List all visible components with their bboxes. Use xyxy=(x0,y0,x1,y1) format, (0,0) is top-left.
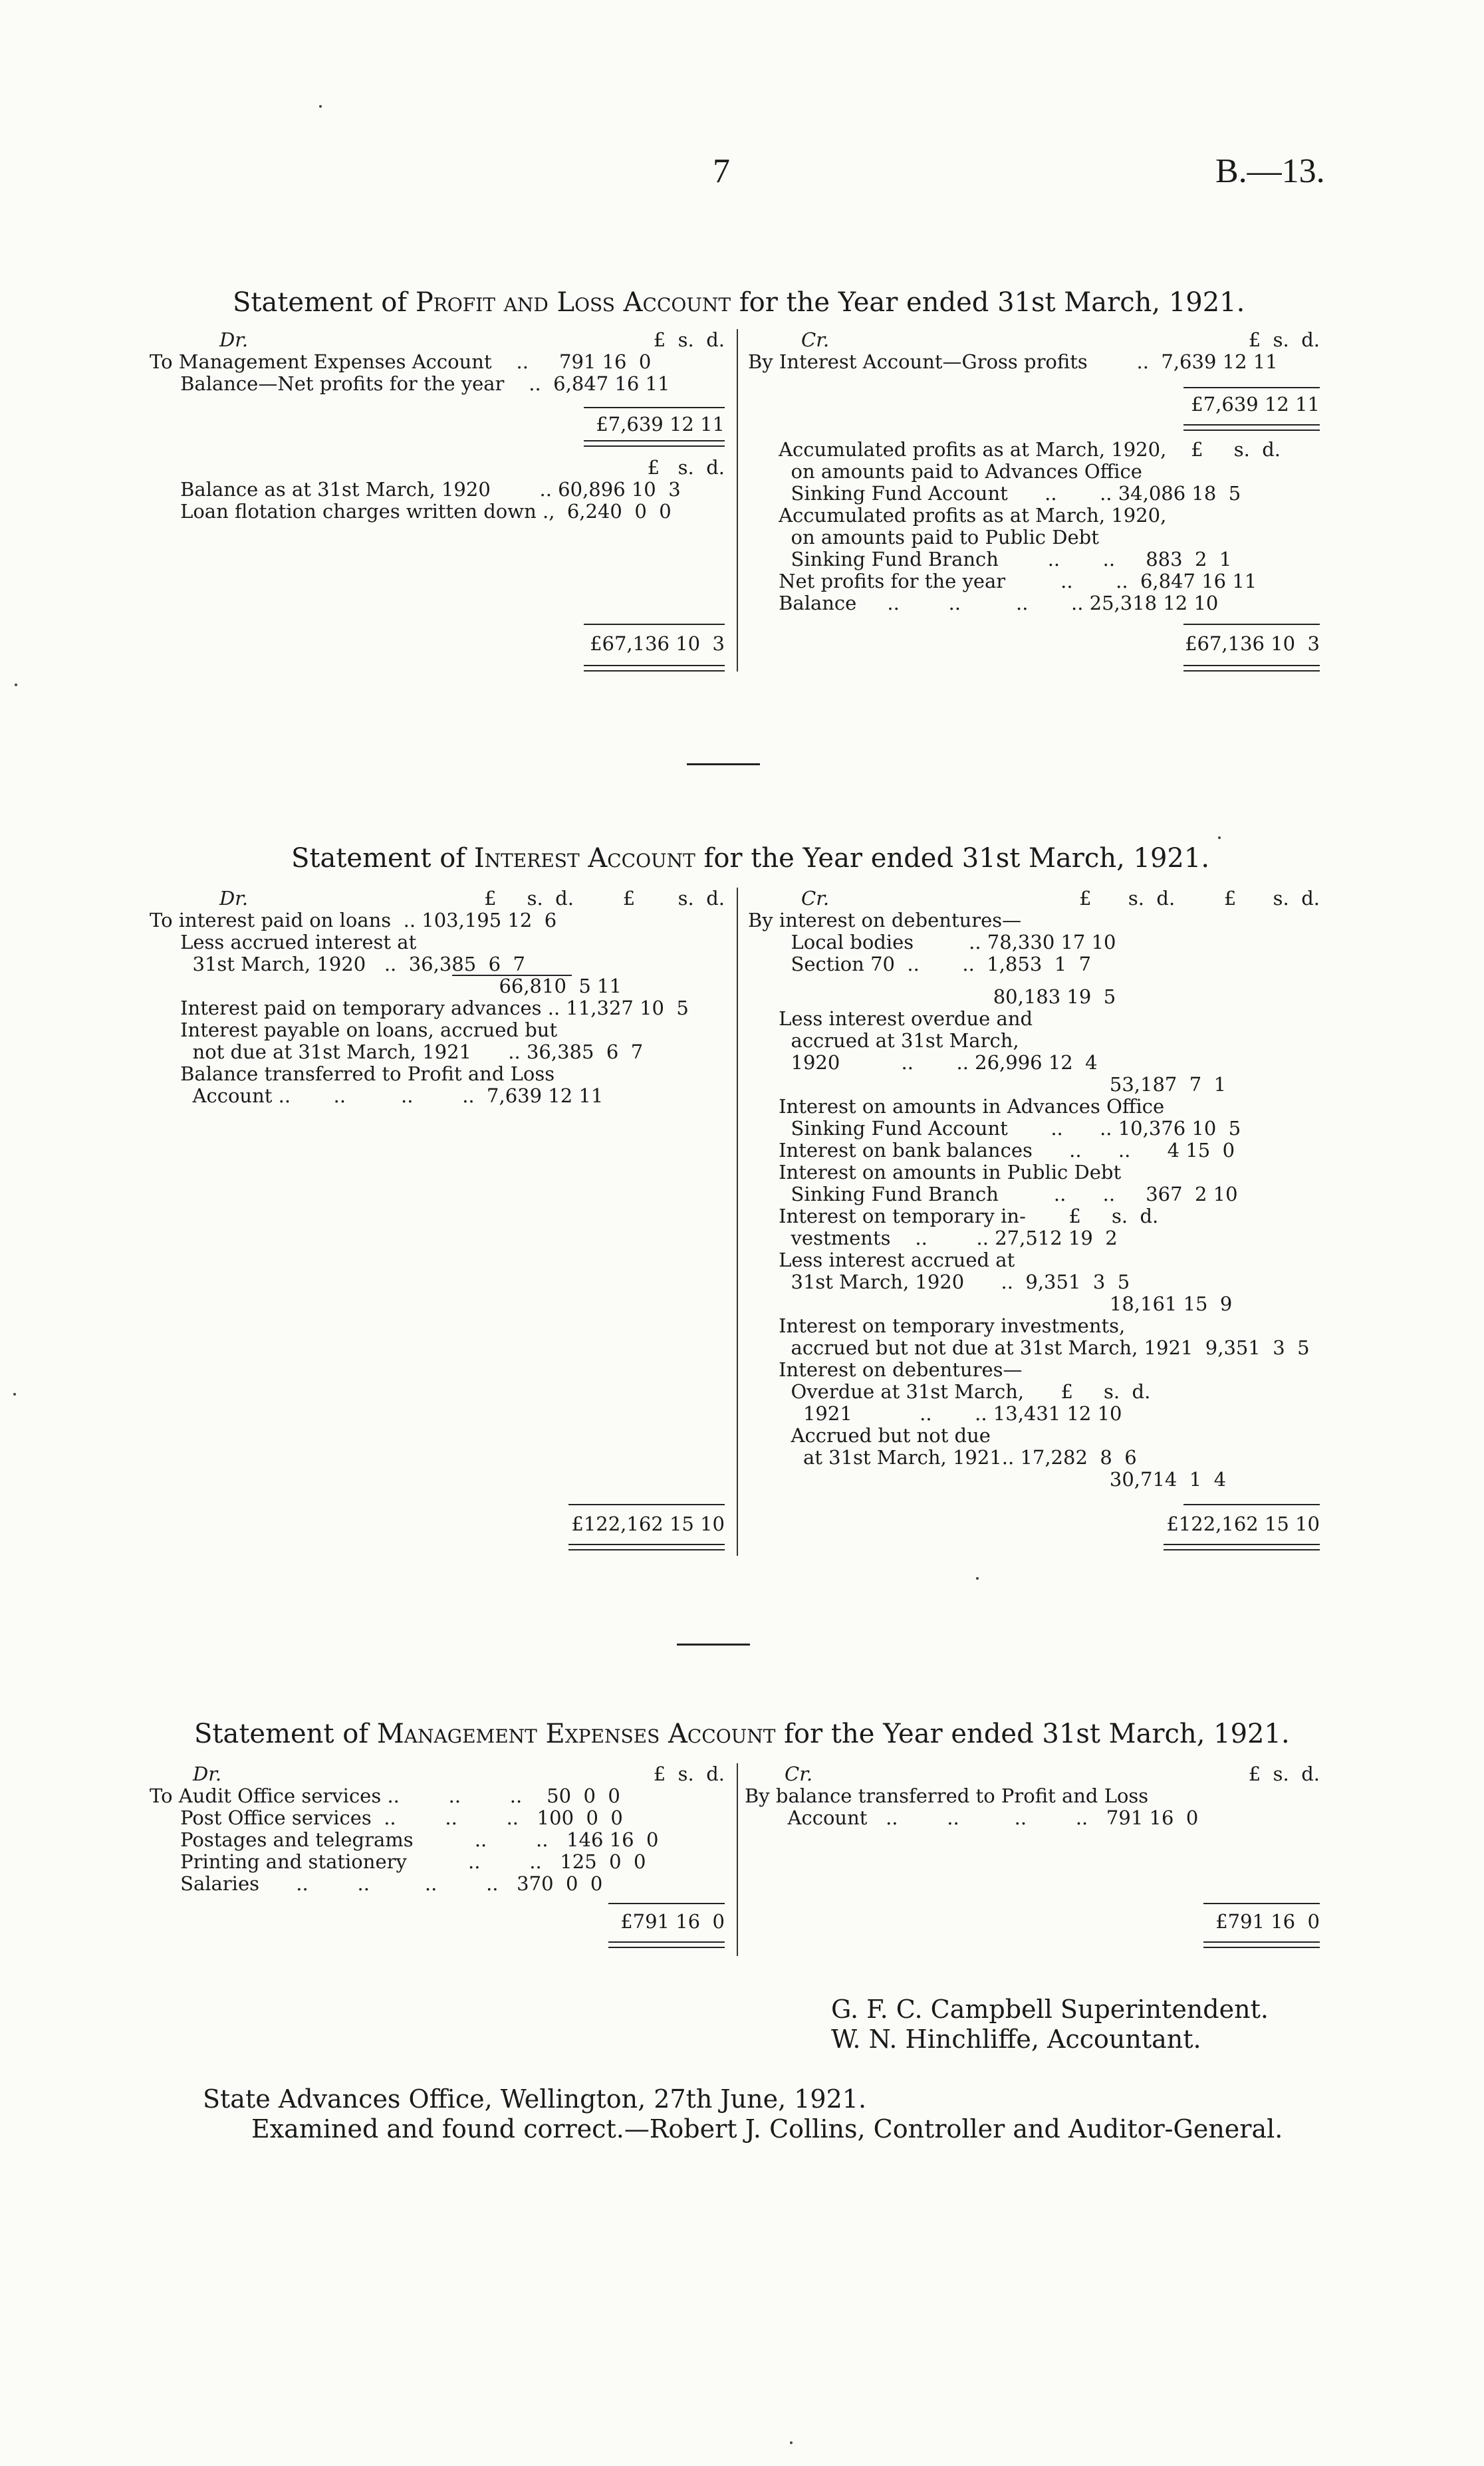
entry-line: Postages and telegrams .. .. 146 16 0 xyxy=(150,1828,659,1851)
lsd-heading: £ s. d. xyxy=(1248,1763,1320,1785)
entry-line: Interest on amounts in Public Debt xyxy=(748,1161,1122,1183)
profit-loss-left-entries xyxy=(150,351,670,395)
entry-line: Balance as at 31st March, 1920 .. 60,896 10 3 xyxy=(150,478,681,501)
section-separator xyxy=(687,763,760,765)
signature-accountant: W. N. Hinchliffe, Accountant. xyxy=(831,2025,1201,2054)
lsd-heading-2: £ s. d. xyxy=(647,456,725,479)
column-divider xyxy=(737,329,738,672)
entry-line: vestments .. .. 27,512 19 2 xyxy=(748,1227,1118,1249)
profit-loss-title: Statement of Profit and Loss Account for the Year ended 31st March, 1921. xyxy=(233,287,1245,318)
entry-line: Sinking Fund Account .. .. 10,376 10 5 xyxy=(748,1117,1241,1140)
management-right-entries xyxy=(745,1785,1198,1829)
interest-left-total: £122,162 15 10 xyxy=(571,1513,725,1535)
entry-line: Printing and stationery .. .. 125 0 0 xyxy=(150,1850,646,1873)
profit-loss-left-total-1: £7,639 12 11 xyxy=(596,413,725,435)
profit-loss-left-total-2: £67,136 10 3 xyxy=(590,632,725,655)
management-left-entries xyxy=(150,1785,658,1895)
entry-line: Interest on bank balances .. .. 4 15 0 xyxy=(748,1139,1235,1162)
entry-line: To Management Expenses Account .. 791 16 0 xyxy=(150,350,652,373)
entry-line: Balance .. .. .. .. 25,318 12 10 xyxy=(748,592,1219,614)
entry-line: Accumulated profits as at March, 1920, £ s. d. xyxy=(748,438,1281,461)
entry-line: Account .. .. .. .. 7,639 12 11 xyxy=(150,1084,604,1107)
entry-line: Interest on debentures— xyxy=(748,1358,1023,1381)
scan-speck xyxy=(15,683,17,686)
lsd-heading: £ s. d. £ s. d. xyxy=(484,887,725,910)
entry-line: Less accrued interest at xyxy=(150,931,417,953)
entry-line: not due at 31st March, 1921 .. 36,385 6 7 xyxy=(150,1041,644,1063)
entry-line: 80,183 19 5 xyxy=(748,985,1116,1008)
entry-line: 53,187 7 1 xyxy=(748,1073,1227,1096)
entry-line: To interest paid on loans .. 103,195 12 6 xyxy=(150,909,557,931)
interest-right-entries xyxy=(748,910,1310,1491)
entry-line: Interest on temporary in- £ s. d. xyxy=(748,1205,1159,1227)
lsd-heading: £ s. d. £ s. d. xyxy=(1079,887,1320,910)
entry-line: accrued at 31st March, xyxy=(748,1029,1019,1052)
debit-heading: Dr. xyxy=(219,887,249,910)
entry-line: at 31st March, 1921.. 17,282 8 6 xyxy=(748,1446,1137,1469)
entry-line: 18,161 15 9 xyxy=(748,1293,1233,1315)
interest-title: Statement of Interest Account for the Year ended 31st March, 1921. xyxy=(291,843,1210,874)
credit-heading: Cr. xyxy=(801,328,830,351)
column-divider xyxy=(737,888,738,1556)
management-right-total: £791 16 0 xyxy=(1215,1910,1320,1933)
entry-line: 31st March, 1920 .. 36,385 6 7 xyxy=(150,953,525,975)
management-title: Statement of Management Expenses Account for the Year ended 31st March, 1921. xyxy=(194,1719,1290,1749)
lsd-heading: £ s. d. xyxy=(653,1763,725,1785)
entry-line: Account .. .. .. .. 791 16 0 xyxy=(745,1806,1199,1829)
management-left-total: £791 16 0 xyxy=(620,1910,725,1933)
scan-speck xyxy=(319,105,322,108)
debit-heading: Dr. xyxy=(219,328,249,351)
section-separator xyxy=(677,1644,750,1646)
entry-line: accrued but not due at 31st March, 1921 9,351 3 5 xyxy=(748,1336,1310,1359)
entry-line: Balance transferred to Profit and Loss xyxy=(150,1062,555,1085)
profit-loss-right-entries xyxy=(748,351,1278,373)
entry-line: 66,810 5 11 xyxy=(150,975,622,997)
entry-line: 30,714 1 4 xyxy=(748,1468,1227,1491)
office-date-line: State Advances Office, Wellington, 27th June, 1921. xyxy=(203,2084,867,2114)
scan-speck xyxy=(1218,836,1221,839)
scan-speck xyxy=(790,2441,793,2444)
entry-line: Loan flotation charges written down ., 6,240 0 0 xyxy=(150,500,672,523)
profit-loss-left-entries-2 xyxy=(150,479,681,523)
audit-statement: Examined and found correct.—Robert J. Collins, Controller and Auditor-General. xyxy=(251,2114,1283,2144)
entry-line: Sinking Fund Branch .. .. 883 2 1 xyxy=(748,548,1232,570)
entry-line: on amounts paid to Advances Office xyxy=(748,460,1142,483)
profit-loss-right-entries-2 xyxy=(748,439,1281,614)
entry-line: Salaries .. .. .. .. 370 0 0 xyxy=(150,1872,603,1895)
entry-line: Net profits for the year .. .. 6,847 16 11 xyxy=(748,570,1257,592)
credit-heading: Cr. xyxy=(785,1763,813,1785)
interest-left-entries xyxy=(150,910,689,1107)
debit-heading: Dr. xyxy=(193,1763,222,1785)
interest-right-total: £122,162 15 10 xyxy=(1166,1513,1320,1535)
entry-line: By interest on debentures— xyxy=(748,909,1022,931)
entry-line: Less interest overdue and xyxy=(748,1007,1033,1030)
entry-line: Interest paid on temporary advances .. 11,327 10 5 xyxy=(150,997,689,1019)
entry-line: Balance—Net profits for the year .. 6,847 16 11 xyxy=(150,372,670,395)
page-number: 7 xyxy=(713,152,730,190)
document-reference: B.—13. xyxy=(1215,152,1325,190)
entry-line: To Audit Office services .. .. .. 50 0 0 xyxy=(150,1785,620,1807)
entry-line: Interest on amounts in Advances Office xyxy=(748,1095,1165,1118)
lsd-heading: £ s. d. xyxy=(1248,328,1320,351)
entry-line xyxy=(748,975,1310,986)
profit-loss-right-total-2: £67,136 10 3 xyxy=(1185,632,1320,655)
entry-line: Accrued but not due xyxy=(748,1424,991,1447)
lsd-heading: £ s. d. xyxy=(653,328,725,351)
signature-superintendent: G. F. C. Campbell Superintendent. xyxy=(831,1995,1269,2024)
credit-heading: Cr. xyxy=(801,887,830,910)
entry-line: Post Office services .. .. .. 100 0 0 xyxy=(150,1806,623,1829)
profit-loss-right-total-1: £7,639 12 11 xyxy=(1191,393,1320,416)
entry-line: By balance transferred to Profit and Loss xyxy=(745,1785,1149,1807)
entry-line: Section 70 .. .. 1,853 1 7 xyxy=(748,953,1092,975)
entry-line: on amounts paid to Public Debt xyxy=(748,526,1099,549)
scan-speck xyxy=(976,1577,979,1580)
entry-line: Interest on temporary investments, xyxy=(748,1314,1126,1337)
scan-speck xyxy=(13,1393,16,1396)
entry-line: Less interest accrued at xyxy=(748,1249,1015,1271)
entry-line: Accumulated profits as at March, 1920, xyxy=(748,504,1167,527)
entry-line: Sinking Fund Account .. .. 34,086 18 5 xyxy=(748,482,1241,505)
column-divider xyxy=(737,1763,738,1956)
entry-line: Local bodies .. 78,330 17 10 xyxy=(748,931,1116,953)
entry-line: 1921 .. .. 13,431 12 10 xyxy=(748,1402,1122,1425)
entry-line: Sinking Fund Branch .. .. 367 2 10 xyxy=(748,1183,1238,1205)
entry-line: Interest payable on loans, accrued but xyxy=(150,1019,558,1041)
entry-line: 31st March, 1920 .. 9,351 3 5 xyxy=(748,1271,1130,1293)
entry-line: 1920 .. .. 26,996 12 4 xyxy=(748,1051,1098,1074)
entry-line: Overdue at 31st March, £ s. d. xyxy=(748,1380,1151,1403)
entry-line: By Interest Account—Gross profits .. 7,639 12 11 xyxy=(748,350,1278,373)
